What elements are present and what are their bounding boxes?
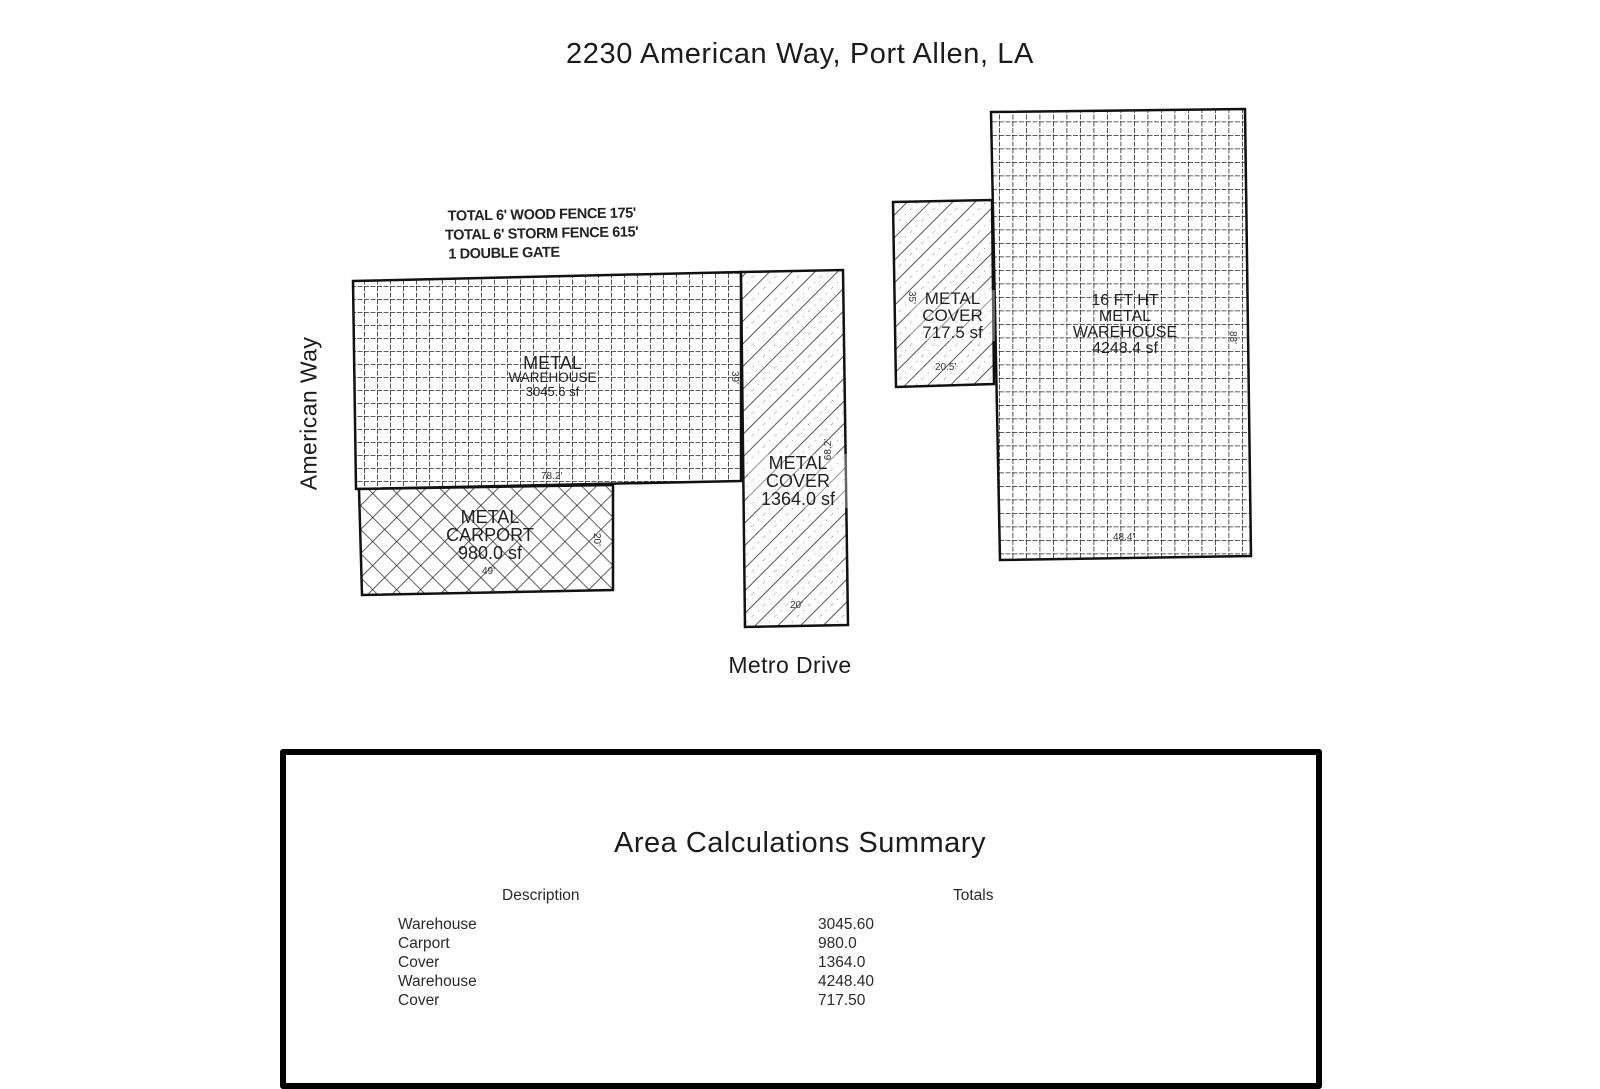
dim-warehouse-1-bottom: 78.2'	[541, 471, 563, 482]
page-title: 2230 American Way, Port Allen, LA	[566, 38, 1034, 70]
dim-cover-1-bottom: 20'	[790, 600, 804, 611]
dim-cover-2-left: 35'	[906, 290, 918, 305]
row-total: 1364.0	[818, 954, 866, 971]
fence-note-storm: TOTAL 6' STORM FENCE 615'	[444, 224, 639, 244]
fence-notes	[444, 204, 639, 264]
street-label-metro-drive: Metro Drive	[728, 652, 852, 678]
label-carport: METAL CARPORT 980.0 sf	[446, 507, 534, 563]
row-total: 4248.40	[818, 973, 875, 990]
dim-warehouse-2-bottom: 48.4'	[1113, 532, 1135, 543]
row-total: 980.0	[818, 935, 857, 952]
summary-title: Area Calculations Summary	[614, 827, 986, 859]
dim-warehouse-2-right: 88'	[1227, 330, 1239, 345]
label-warehouse-1: METAL WAREHOUSE 3045.6 sf	[508, 353, 597, 399]
street-label-american-way: American Way	[295, 336, 322, 491]
row-total: 3045.60	[818, 916, 875, 933]
row-total: 717.50	[818, 992, 866, 1009]
row-description: Warehouse	[398, 916, 477, 933]
dim-cover-1-right: 68.2'	[823, 438, 835, 461]
fence-note-gate: 1 DOUBLE GATE	[448, 244, 560, 263]
row-description: Cover	[398, 954, 440, 971]
label-cover-1: METAL COVER 1364.0 sf	[748, 454, 848, 508]
column-header-description: Description	[502, 887, 580, 904]
label-cover-2: METAL COVER 717.5 sf	[910, 290, 995, 341]
dim-warehouse-1-right: 39'	[729, 370, 741, 385]
fence-note-wood: TOTAL 6' WOOD FENCE 175'	[447, 205, 637, 225]
column-header-totals: Totals	[953, 887, 994, 904]
dim-carport-right: 20'	[591, 532, 603, 547]
label-warehouse-2: 16 FT HT METAL WAREHOUSE 4248.4 sf	[1072, 292, 1178, 357]
dim-cover-2-bottom: 20.5'	[935, 362, 957, 373]
dim-carport-bottom: 49'	[482, 566, 496, 577]
row-description: Cover	[398, 992, 440, 1009]
row-description: Carport	[398, 935, 450, 952]
row-description: Warehouse	[398, 973, 477, 990]
